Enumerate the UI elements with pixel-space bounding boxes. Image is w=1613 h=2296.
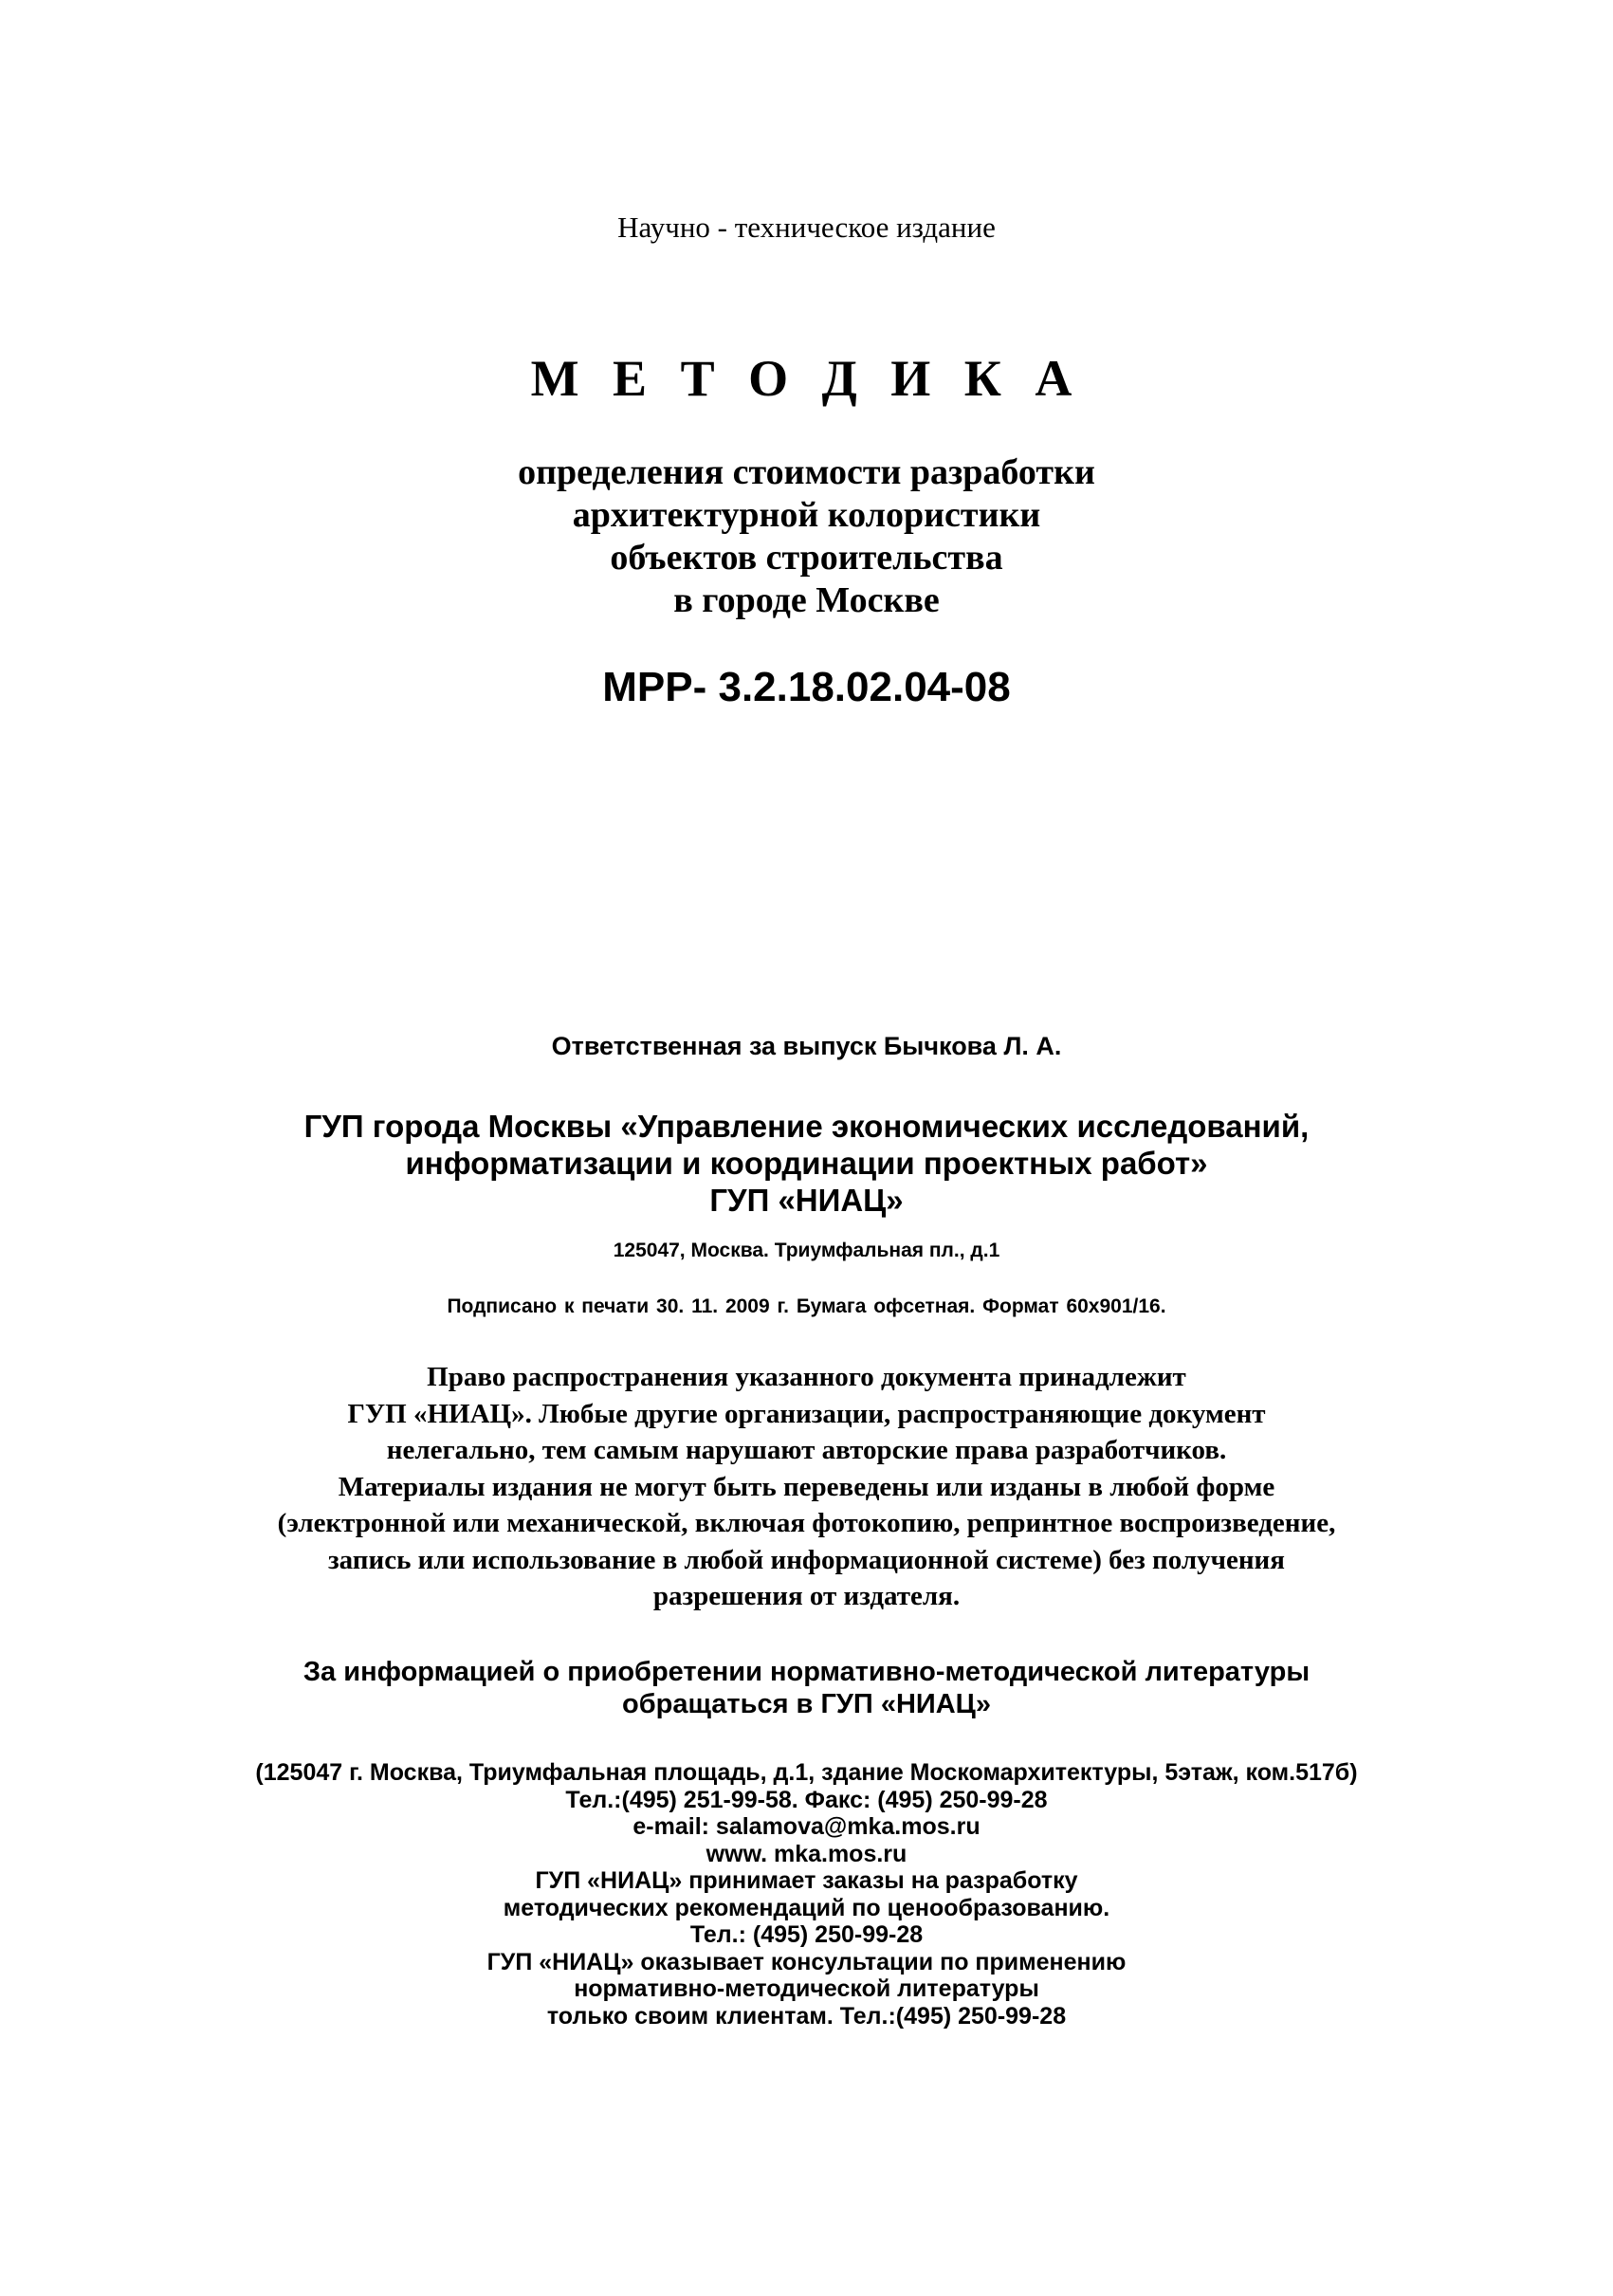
subtitle-line: в городе Москве	[673, 580, 940, 620]
contact-email: e-mail: salamova@mka.mos.ru	[632, 1813, 981, 1840]
document-code: МРР- 3.2.18.02.04-08	[602, 664, 1011, 710]
document-title: М Е Т О Д И К А	[530, 350, 1083, 407]
responsible-person: Ответственная за выпуск Бычкова Л. А.	[551, 1032, 1062, 1060]
contact-address: (125047 г. Москва, Триумфальная площадь, д.1, здание Москомархитектуры, 5этаж, ком.517б)	[255, 1759, 1358, 1786]
contact-line: нормативно-методической литературы	[574, 1975, 1039, 2002]
document-subtitle	[0, 451, 1613, 622]
subtitle-line: определения стоимости разработки	[518, 452, 1095, 492]
rights-line: нелегально, тем самым нарушают авторские права разработчиков.	[386, 1435, 1227, 1465]
rights-line: Материалы издания не могут быть переведены или изданы в любой форме	[338, 1471, 1275, 1502]
subtitle-line: объектов строительства	[610, 538, 1003, 578]
rights-line: запись или использование в любой информационной системе) без получения	[328, 1544, 1285, 1575]
info-heading	[0, 1656, 1613, 1720]
contact-line: ГУП «НИАЦ» принимает заказы на разработку	[535, 1867, 1078, 1894]
subtitle-line: архитектурной колористики	[572, 495, 1041, 535]
org-line: ГУП города Москвы «Управление экономических исследований,	[303, 1109, 1310, 1144]
contact-info	[0, 1759, 1613, 2030]
info-heading-line: За информацией о приобретении нормативно-методической литературы	[302, 1657, 1311, 1687]
rights-line: Право распространения указанного документа принадлежит	[427, 1362, 1186, 1392]
contact-phone-fax: Тел.:(495) 251-99-58. Факс: (495) 250-99-28	[565, 1786, 1048, 1813]
rights-line: (электронной или механической, включая фотокопию, репринтное воспроизведение,	[277, 1508, 1336, 1538]
contact-line: методических рекомендаций по ценообразованию.	[503, 1894, 1110, 1921]
print-details: Подписано к печати 30. 11. 2009 г. Бумага офсетная. Формат 60х901/16.	[447, 1295, 1166, 1317]
edition-type-label: Научно - техническое издание	[617, 211, 996, 244]
copyright-notice	[0, 1359, 1613, 1615]
rights-line: разрешения от издателя.	[652, 1581, 961, 1611]
org-line: информатизации и координации проектных работ»	[405, 1146, 1208, 1181]
rights-line: ГУП «НИАЦ». Любые другие организации, распространяющие документ	[347, 1398, 1266, 1429]
contact-phone: Тел.: (495) 250-99-28	[689, 1921, 924, 1948]
org-line: ГУП «НИАЦ»	[709, 1183, 904, 1218]
contact-line: ГУП «НИАЦ» оказывает консультации по применению	[486, 1948, 1127, 1975]
publisher-organization	[0, 1108, 1613, 1219]
contact-line: только своим клиентам. Тел.:(495) 250-99-28	[546, 2002, 1067, 2030]
info-heading-line: обращаться в ГУП «НИАЦ»	[622, 1689, 991, 1719]
contact-website: www. mka.mos.ru	[706, 1840, 907, 1867]
publisher-address: 125047, Москва. Триумфальная пл., д.1	[613, 1240, 1000, 1261]
